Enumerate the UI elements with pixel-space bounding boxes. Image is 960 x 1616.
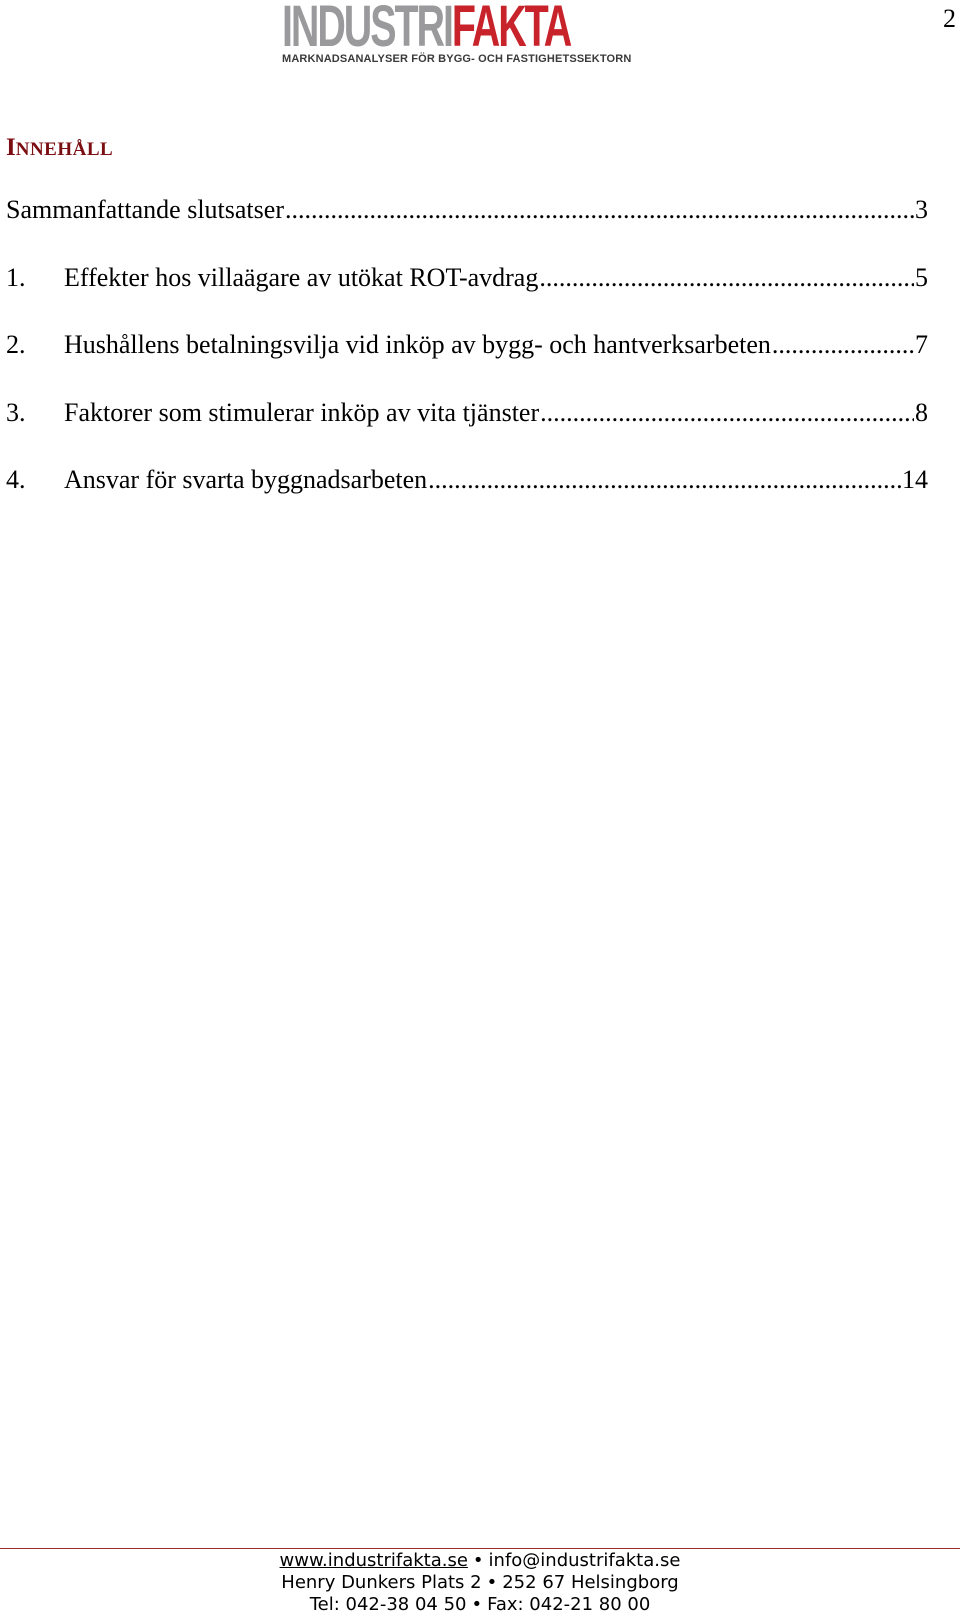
toc-entry-title: Sammanfattande slutsatser [6,195,284,224]
toc-entry-1[interactable] [6,263,928,331]
toc-dot-leader [539,263,914,293]
logo-wordmark-fakta: FAKTA [451,0,571,59]
fax: Fax: 042-21 80 00 [487,1594,651,1615]
toc-dot-leader [428,465,901,495]
footer-divider [0,1548,960,1549]
logo-tagline: MARKNADSANALYSER FÖR BYGG- OCH FASTIGHETSSEKTORN [282,53,632,65]
toc-entry-4[interactable] [6,465,928,533]
toc-heading-rest: NNEHÅLL [15,139,114,160]
toc-entry-summary[interactable] [6,195,928,263]
toc-entry-title: Ansvar för svarta byggnadsarbeten [64,465,428,494]
toc-entry-page: 8 [915,397,928,427]
industrifakta-logo [282,0,642,68]
toc-dot-leader [772,330,914,360]
logo-wordmark-industri: INDUSTRI [282,0,452,59]
street-address: Henry Dunkers Plats 2 [281,1572,482,1593]
logo-wordmark [282,0,571,59]
toc-entry-number: 4. [6,465,26,494]
toc-dot-leader [540,398,914,428]
toc-entry-title: Hushållens betalningsvilja vid inköp av bygg- och hantverksarbeten [64,330,771,359]
footer-address-line [0,1572,960,1594]
toc-entry-page: 14 [902,465,928,494]
toc-entry-page: 3 [915,195,928,224]
footer-separator: • [472,1550,484,1571]
toc-entry-number: 3. [6,397,26,427]
table-of-contents [6,195,928,533]
footer [0,1550,960,1616]
toc-entry-title: Effekter hos villaägare av utökat ROT-avdrag [64,262,539,292]
footer-separator: • [486,1572,498,1593]
postal-address: 252 67 Helsingborg [502,1572,679,1593]
toc-entry-page: 5 [915,262,928,292]
footer-phone-line [0,1594,960,1616]
website-link[interactable]: www.industrifakta.se [279,1550,468,1571]
toc-entry-title: Faktorer som stimulerar inköp av vita tjänster [64,397,540,427]
page-number: 2 [943,4,956,33]
toc-dot-leader [285,195,914,225]
toc-entry-number: 2. [6,330,26,359]
email-text: info@industrifakta.se [488,1550,681,1571]
toc-entry-number: 1. [6,262,26,292]
toc-heading-initial: I [6,134,16,161]
toc-entry-page: 7 [915,330,928,359]
footer-separator: • [471,1594,483,1615]
toc-heading [6,134,113,162]
toc-entry-3[interactable] [6,398,928,466]
telephone: Tel: 042-38 04 50 [309,1594,467,1615]
toc-entry-2[interactable] [6,330,928,398]
footer-contact-line [0,1550,960,1572]
